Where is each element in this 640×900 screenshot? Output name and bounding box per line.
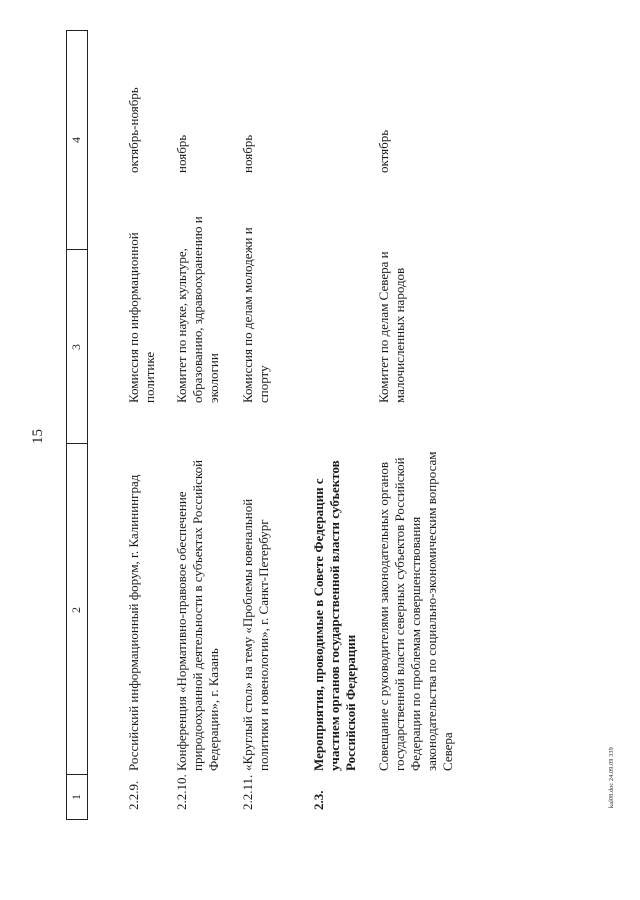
row-number: 2.2.10. xyxy=(174,774,189,810)
table-header-divider-1 xyxy=(66,774,88,775)
page-number: 15 xyxy=(30,429,46,444)
row-number: 2.2.9. xyxy=(126,780,141,810)
table-header-top-border xyxy=(66,30,67,820)
event-text: «Круглый стол» на тему «Проблемы ювенальной политики и ювенологии», г. Санкт-Петербург xyxy=(240,498,271,771)
section-number: 2.3. xyxy=(311,790,326,810)
column-number-3: 3 xyxy=(69,344,83,350)
responsible-text: Комиссия по информационной политике xyxy=(126,232,157,403)
table-header-right-border xyxy=(66,30,88,31)
table-header-left-border xyxy=(66,819,88,820)
term-text: октябрь-ноябрь xyxy=(126,87,141,173)
footer-code: kal08.doc 24.09.09 339 xyxy=(609,747,615,808)
responsible-text: Комитет по делам Севера и малочисленных народов xyxy=(376,251,407,403)
column-number-4: 4 xyxy=(69,137,83,143)
row-number: 2.2.11. xyxy=(240,774,255,810)
column-number-2: 2 xyxy=(69,607,83,613)
table-header-divider-3 xyxy=(66,249,88,250)
responsible-text: Комиссия по делам молодежи и спорту xyxy=(240,227,271,403)
event-text: Совещание с руководителями законодательных органов государственной власти северных субъектов Российской Федерации по проблемам совершенствования законодательства по социально-экономическим вопросам Севера xyxy=(376,451,455,771)
term-text: ноябрь xyxy=(240,134,255,173)
term-text: ноябрь xyxy=(174,134,189,173)
term-text: октябрь xyxy=(376,129,391,173)
section-title: Мероприятия, проводимые в Совете Федерации с участием органов государственной власти субъектов Российской Федерации xyxy=(311,460,358,771)
event-text: Конференция «Нормативно-правовое обеспечение природоохранной деятельности в субъектах Российской Федерации», г. Казань xyxy=(174,459,221,771)
responsible-text: Комитет по науке, культуре, образованию, здравоохранению и экологии xyxy=(174,216,221,403)
event-text: Российский информационный форум, г. Калининград xyxy=(126,474,141,771)
column-number-1: 1 xyxy=(69,794,83,800)
table-header-divider-2 xyxy=(66,443,88,444)
table-header-bottom-border xyxy=(87,30,88,820)
